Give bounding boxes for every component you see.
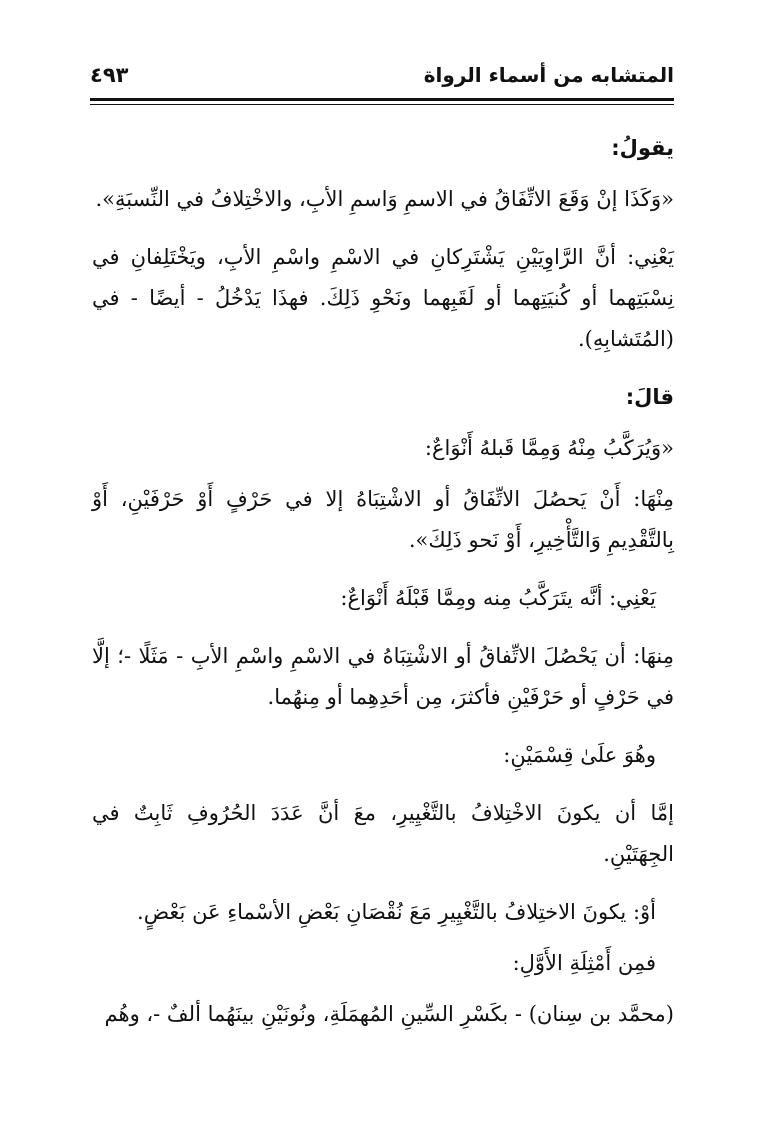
heading-qala: قالَ:	[625, 385, 674, 409]
commentary-paragraph: يَعْنِي: أنَّه يتَرَكَّبُ مِنه ومِمَّا قَبْلَهُ أَنْوَاعٌ:	[340, 586, 656, 610]
commentary-paragraph: مِنهَا: أن يَحْصُلَ الاتِّفاقُ أو الاشْتِبَاهُ في الاسْمِ واسْمِ الأبِ - مَثَلًا -؛ إلَّا في حَرْفٍ أو حَرْفَيْنِ فأكثرَ، مِن أحَدِهِما أو مِنهُما.	[92, 644, 674, 709]
running-title: المتشابه من أسماء الرواة	[423, 63, 674, 87]
commentary-paragraph: فمِن أَمْثِلَةِ الأَوَّلِ:	[512, 951, 656, 975]
quote-text: «وَيُرَكَّبُ مِنْهُ وَمِمَّا قَبلهُ أَنْوَاعٌ:	[424, 436, 674, 460]
page-number: ٤٩٣	[90, 63, 129, 87]
quote-text: مِنْهَا: أَنْ يَحصُلَ الاتِّفَاقُ أو الاشْتِبَاهُ إلا في حَرْفٍ أَوْ حَرْفَيْنِ، أَوْ بِالتَّقْدِيمِ وَالتَّأْخِيرِ، أَوْ نَحو ذَلِكَ».	[92, 487, 674, 552]
header-rule-thin	[90, 104, 674, 105]
commentary-paragraph: يَعْنِي: أنَّ الرَّاوِيَيْنِ يَشْتَرِكانِ في الاسْمِ واسْمِ الأبِ، ويَخْتَلِفانِ في نِسْبَتِهما أو كُنيَتِهما أو لَقَبِهما ونَحْوِ ذَلِكَ. فهذَا يَدْخُلُ - أيضًا - في (المُتَشابِهِ).	[92, 245, 674, 351]
header-rule	[90, 98, 674, 105]
header-rule-thick	[90, 98, 674, 101]
heading-yaqulu: يقولُ:	[611, 136, 674, 160]
commentary-paragraph: وهُوَ علَىٰ قِسْمَيْنِ:	[503, 743, 656, 767]
quote-text: «وَكَذَا إنْ وَقَعَ الاتِّفَاقُ في الاسمِ وَاسمِ الأبِ، والاخْتِلافُ في النِّسبَةِ».	[95, 187, 674, 211]
commentary-paragraph: إمَّا أن يكونَ الاخْتِلافُ بالتَّغْيِيرِ، معَ أنَّ عَدَدَ الحُرُوفِ ثَابِتٌ في الجِهَتَيْنِ.	[92, 801, 674, 866]
commentary-paragraph: (محمَّد بن سِنان) - بكَسْرِ السِّينِ المُهمَلَةِ، ونُونَيْنِ بينَهُما ألفٌ -، وهُم	[104, 1002, 674, 1026]
running-header	[90, 56, 674, 94]
commentary-paragraph: أوْ: يكونَ الاختِلافُ بالتَّغْيِيرِ مَعَ نُقْصَانِ بَعْضِ الأسْماءِ عَن بَعْضٍ.	[137, 900, 656, 924]
page-body	[92, 128, 674, 1052]
